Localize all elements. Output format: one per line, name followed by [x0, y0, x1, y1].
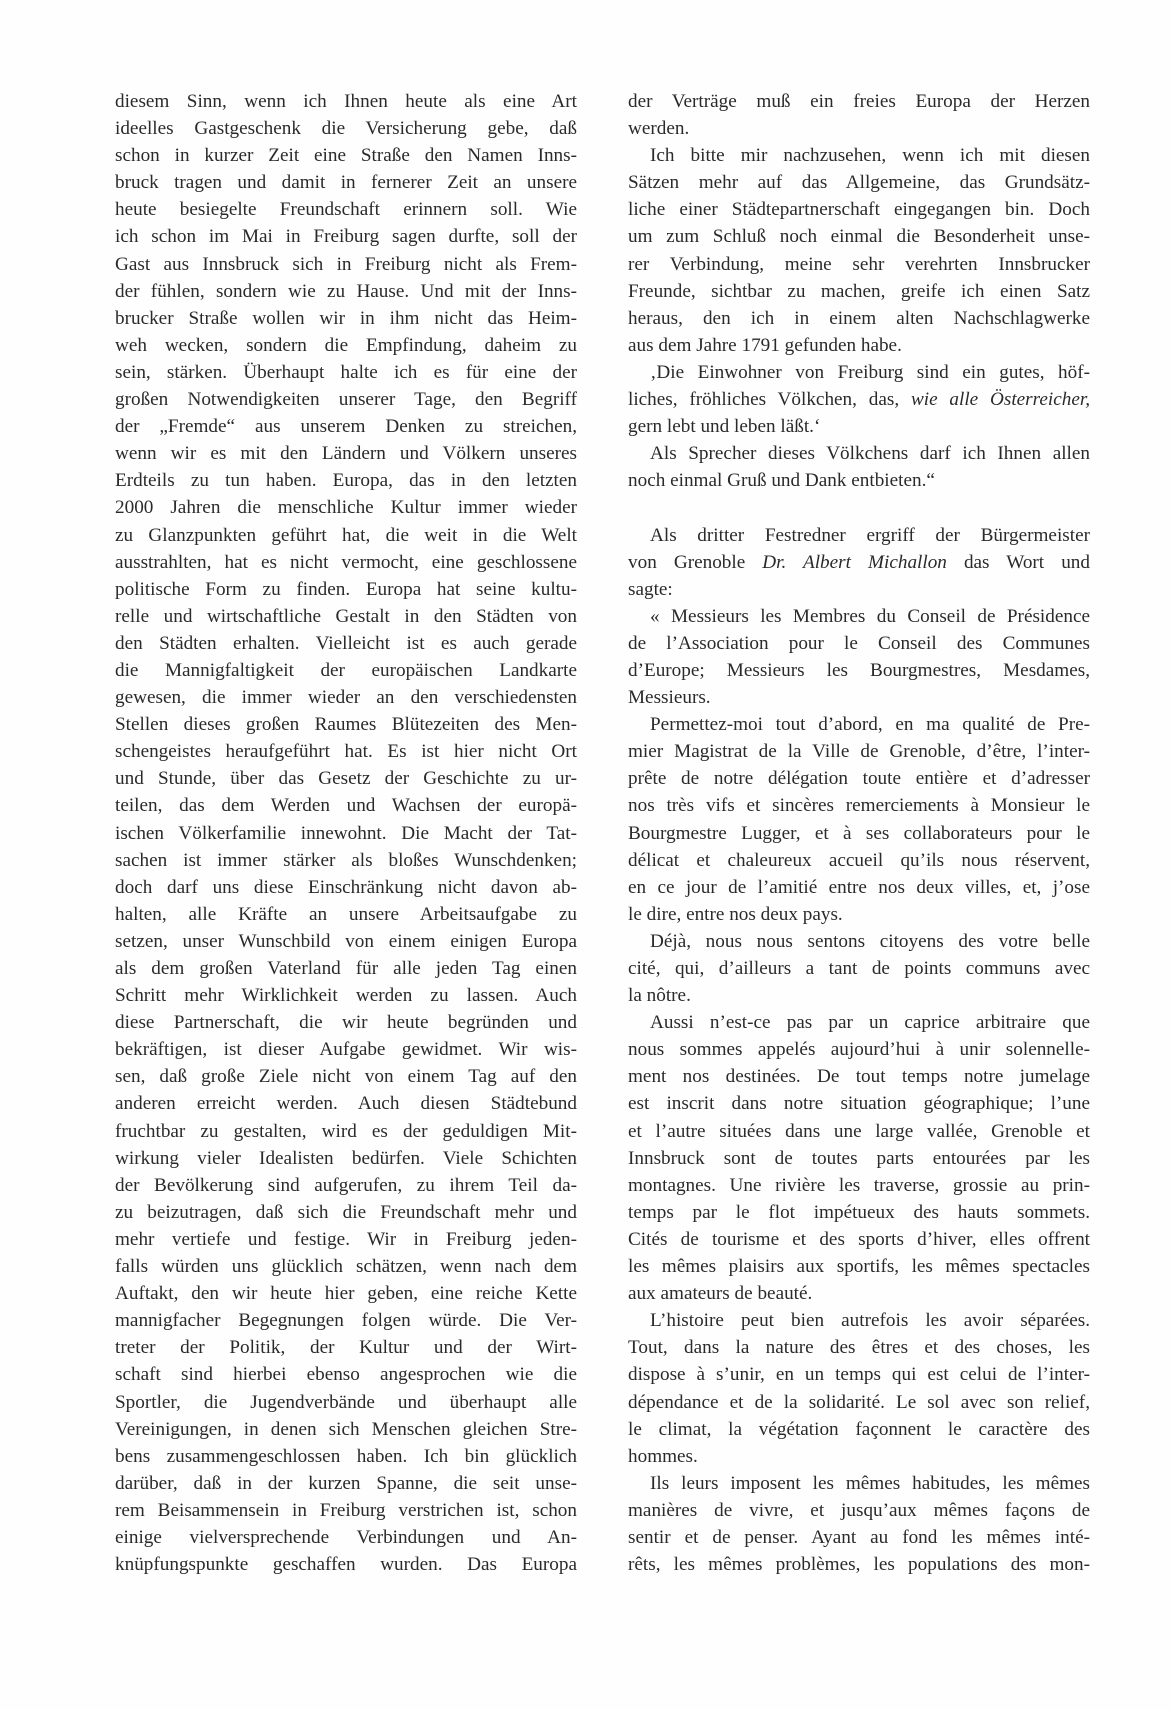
text-line: [628, 1470, 1090, 1497]
text-line: [628, 440, 1090, 467]
line-text: wirkung vieler Idealisten bedürfen. Viele Schichten: [115, 1147, 577, 1169]
text-line: [628, 386, 1090, 413]
line-text: heraus, den ich in einem alten Nachschlagwerke: [628, 307, 1090, 329]
text-line: [115, 1524, 577, 1551]
text-line: [115, 1172, 577, 1199]
line-text: großen Notwendigkeiten unserer Tage, den Begriff: [115, 389, 577, 411]
left-column: [115, 88, 577, 1578]
text-line: [628, 88, 1090, 115]
line-text: der Bevölkerung sind aufgerufen, zu ihrem Teil da-: [115, 1174, 577, 1196]
line-text: falls würden uns glücklich schätzen, wenn nach dem: [115, 1256, 577, 1278]
line-text: der „Fremde“ aus unserem Denken zu streichen,: [115, 416, 577, 438]
line-text: cité, qui, d’ailleurs a tant de points communs avec: [628, 958, 1090, 979]
text-line: [115, 1334, 577, 1361]
line-text: Schritt mehr Wirklichkeit werden zu lassen. Auch: [115, 985, 577, 1007]
paragraph-gap: [628, 494, 1090, 521]
line-text: schaft sind hierbei ebenso angesprochen wie die: [115, 1364, 577, 1386]
line-text: anderen erreicht werden. Auch diesen Städtebund: [115, 1093, 577, 1115]
text-line: [628, 1009, 1090, 1036]
text-line: [628, 792, 1090, 819]
line-text: la nôtre.: [628, 985, 691, 1007]
text-line: [628, 820, 1090, 847]
right-column: [628, 88, 1090, 1578]
text-line: [628, 982, 1090, 1009]
text-line: [628, 901, 1090, 928]
line-text: heute besiegelte Freundschaft erinnern soll. Wie: [115, 199, 577, 221]
line-text: mannigfacher Begegnungen folgen würde. Die Ver-: [115, 1310, 577, 1332]
text-line: [115, 765, 577, 792]
text-line: [115, 576, 577, 603]
text-line: [628, 1172, 1090, 1199]
text-line: [628, 278, 1090, 305]
text-line: [115, 522, 577, 549]
text-line: [628, 223, 1090, 250]
text-line: [115, 549, 577, 576]
line-text: nos très vifs et sincères remerciements à Monsieur le: [628, 795, 1090, 817]
line-text: rem Beisammensein in Freiburg verstrichen ist, schon: [115, 1499, 577, 1521]
text-line: [115, 1470, 577, 1497]
text-line: [115, 928, 577, 955]
line-text: aus dem Jahre 1791 gefunden habe.: [628, 334, 902, 356]
text-line: [628, 765, 1090, 792]
line-text: werden.: [628, 118, 690, 140]
line-text: den Städten erhalten. Vielleicht ist es auch gerade: [115, 632, 577, 654]
line-text: wenn wir es mit den Ländern und Völkern unseres: [115, 443, 577, 465]
line-text: bens zusammengeschlossen haben. Ich bin glücklich: [115, 1445, 577, 1467]
line-text: Ich bitte mir nachzusehen, wenn ich mit diesen: [650, 145, 1090, 167]
line-text: Stellen dieses großen Raumes Blütezeiten des Men-: [115, 714, 577, 736]
line-text: der fühlen, sondern wie zu Hause. Und mit der Inns-: [115, 280, 577, 302]
line-text: mehr vertiefe und festige. Wir in Freiburg jeden-: [115, 1228, 577, 1250]
text-line: [115, 359, 577, 386]
text-line: [115, 1389, 577, 1416]
text-line: [628, 1334, 1090, 1361]
text-line: [115, 1090, 577, 1117]
text-line: [115, 901, 577, 928]
text-line: [115, 413, 577, 440]
text-line: [628, 1118, 1090, 1145]
line-text: dispose à s’unir, en un temps qui est celui de l’inter-: [628, 1364, 1090, 1386]
text-line: [628, 1551, 1090, 1578]
text-line: [628, 142, 1090, 169]
line-text: Messieurs.: [628, 687, 711, 709]
text-line: [628, 928, 1090, 955]
text-line: [115, 847, 577, 874]
text-line: [115, 1199, 577, 1226]
line-text: gewesen, die immer wieder an den verschiedensten: [115, 687, 577, 709]
line-text: darüber, daß in der kurzen Spanne, die seit unse-: [115, 1472, 577, 1494]
line-text: ‚Die Einwohner von Freiburg sind ein gutes, höf-: [650, 361, 1090, 383]
line-text: sen, daß große Ziele nicht von einem Tag auf den: [115, 1066, 577, 1088]
text-line: [628, 1307, 1090, 1334]
line-text: Tout, dans la nature des êtres et des choses, les: [628, 1337, 1090, 1359]
line-text: d’Europe; Messieurs les Bourgmestres, Mesdames,: [628, 659, 1090, 681]
line-text: der Verträge muß ein freies Europa der Herzen: [628, 91, 1090, 112]
text-line: [115, 1280, 577, 1307]
line-text: als dem großen Vaterland für alle jeden Tag einen: [115, 958, 577, 979]
line-text: Sätzen mehr auf das Allgemeine, das Grundsätz-: [628, 172, 1090, 194]
line-text: relle und wirtschaftliche Gestalt in den Städten von: [115, 605, 577, 627]
text-line: [628, 738, 1090, 765]
line-text: Erdteils zu tun haben. Europa, das in den letzten: [115, 470, 577, 492]
line-text: Ils leurs imposent les mêmes habitudes, les mêmes: [650, 1472, 1090, 1494]
text-line: [115, 630, 577, 657]
line-text: rer Verbindung, meine sehr verehrten Innsbrucker: [628, 253, 1090, 275]
text-line: [628, 115, 1090, 142]
text-line: [628, 576, 1090, 603]
text-line: [115, 223, 577, 250]
line-text-tail: das Wort und: [946, 551, 1090, 573]
text-line: [628, 1145, 1090, 1172]
line-text: ausstrahlten, hat es nicht vermocht, eine geschlossene: [115, 551, 577, 573]
text-line: [628, 657, 1090, 684]
line-text: ich schon im Mai in Freiburg sagen durfte, soll der: [115, 226, 577, 248]
text-line: [628, 169, 1090, 196]
text-line: [628, 1443, 1090, 1470]
line-text: zu Glanzpunkten geführt hat, die weit in die Welt: [115, 524, 577, 546]
text-line: [115, 305, 577, 332]
text-line: [115, 1253, 577, 1280]
line-text: liches, fröhliches Völkchen, das,: [628, 389, 911, 411]
line-text: brucker Straße wollen wir in ihm nicht das Heim-: [115, 307, 577, 329]
text-line: [115, 1145, 577, 1172]
text-line: [115, 955, 577, 982]
line-text: diese Partnerschaft, die wir heute begründen und: [115, 1012, 577, 1034]
text-line: [115, 874, 577, 901]
text-line: [628, 1036, 1090, 1063]
text-line: [628, 1361, 1090, 1388]
line-text: halten, alle Kräfte an unsere Arbeitsaufgabe zu: [115, 903, 577, 925]
text-line: [628, 1280, 1090, 1307]
line-text: aux amateurs de beauté.: [628, 1283, 813, 1305]
text-line: [628, 603, 1090, 630]
line-text: est inscrit dans notre situation géographique; l’une: [628, 1093, 1090, 1115]
line-text: ment nos destinées. De tout temps notre jumelage: [628, 1066, 1090, 1088]
text-line: [628, 467, 1090, 494]
line-text: bekräftigen, ist dieser Aufgabe gewidmet. Wir wis-: [115, 1039, 577, 1061]
line-text: treter der Politik, der Kultur und der Wirt-: [115, 1337, 577, 1359]
text-line: [115, 196, 577, 223]
line-text: Vereinigungen, in denen sich Menschen gleichen Stre-: [115, 1418, 577, 1440]
text-line: [628, 1389, 1090, 1416]
line-text: prête de notre délégation toute entière et d’adresser: [628, 768, 1090, 790]
line-text: nous sommes appelés aujourd’hui à unir solennelle-: [628, 1039, 1090, 1061]
line-text: sentir et de penser. Ayant au fond les mêmes inté-: [628, 1526, 1090, 1548]
line-text: die Mannigfaltigkeit der europäischen Landkarte: [115, 659, 577, 681]
text-line: [115, 1226, 577, 1253]
text-line: [115, 820, 577, 847]
text-line: [628, 874, 1090, 901]
line-text: Aussi n’est-ce pas par un caprice arbitraire que: [650, 1012, 1090, 1034]
text-line: [115, 251, 577, 278]
line-text: hommes.: [628, 1445, 698, 1467]
text-line: [628, 630, 1090, 657]
line-text: einige vielversprechende Verbindungen und An-: [115, 1526, 577, 1548]
line-text: Permettez-moi tout d’abord, en ma qualité de Pre-: [650, 714, 1090, 736]
text-line: [628, 1199, 1090, 1226]
text-line: [115, 738, 577, 765]
italic-text: Dr. Albert Michallon: [762, 551, 947, 573]
line-text: délicat et chaleureux accueil qu’ils nous réservent,: [628, 849, 1090, 871]
text-line: [628, 684, 1090, 711]
text-line: [115, 332, 577, 359]
text-line: [115, 115, 577, 142]
line-text: « Messieurs les Membres du Conseil de Présidence: [650, 605, 1090, 627]
line-text: schon in kurzer Zeit eine Straße den Namen Inns-: [115, 145, 577, 167]
line-text: montagnes. Une rivière les traverse, grossie au prin-: [628, 1174, 1090, 1196]
text-line: [115, 440, 577, 467]
line-text: Innsbruck sont de toutes parts entourées par les: [628, 1147, 1090, 1169]
line-text: Cités de tourisme et des sports d’hiver, elles offrent: [628, 1228, 1090, 1250]
line-text: Auftakt, den wir heute hier geben, eine reiche Kette: [115, 1283, 577, 1305]
line-text: sachen ist immer stärker als bloßes Wunschdenken;: [115, 849, 577, 871]
text-line: [628, 332, 1090, 359]
line-text: de l’Association pour le Conseil des Communes: [628, 632, 1090, 654]
line-text: L’histoire peut bien autrefois les avoir séparées.: [650, 1310, 1090, 1332]
text-line: [115, 467, 577, 494]
text-line: [628, 1226, 1090, 1253]
line-text: doch darf uns diese Einschränkung nicht davon ab-: [115, 876, 577, 898]
text-line: [115, 1307, 577, 1334]
text-line: [628, 305, 1090, 332]
line-text: ischen Völkerfamilie innewohnt. Die Macht der Tat-: [115, 822, 577, 844]
text-line: [628, 549, 1090, 576]
line-text: dépendance et de la solidarité. Le sol avec son relief,: [628, 1391, 1090, 1413]
text-line: [115, 169, 577, 196]
line-text: von Grenoble: [628, 551, 763, 573]
line-text: politische Form zu finden. Europa hat seine kultu-: [115, 578, 577, 600]
text-line: [115, 1009, 577, 1036]
text-line: [115, 142, 577, 169]
line-text: Als Sprecher dieses Völkchens darf ich Ihnen allen: [650, 443, 1090, 465]
line-text: gern lebt und leben läßt.‘: [628, 416, 821, 438]
line-text: ideelles Gastgeschenk die Versicherung gebe, daß: [115, 118, 577, 140]
line-text: und Stunde, über das Gesetz der Geschichte zu ur-: [115, 768, 577, 790]
line-text: knüpfungspunkte geschaffen wurden. Das Europa: [115, 1554, 577, 1576]
line-text: Sportler, die Jugendverbände und überhaupt alle: [115, 1391, 577, 1413]
text-line: [115, 1118, 577, 1145]
text-line: [628, 1416, 1090, 1443]
text-line: [115, 1551, 577, 1578]
text-line: [115, 684, 577, 711]
text-line: [115, 657, 577, 684]
text-line: [628, 413, 1090, 440]
text-line: [115, 278, 577, 305]
line-text: Freunde, sichtbar zu machen, greife ich einen Satz: [628, 280, 1090, 302]
text-line: [115, 494, 577, 521]
text-line: [628, 196, 1090, 223]
line-text: en ce jour de l’amitié entre nos deux villes, et, j’ose: [628, 876, 1090, 898]
text-line: [115, 386, 577, 413]
text-line: [628, 1524, 1090, 1551]
text-line: [628, 251, 1090, 278]
text-line: [115, 1063, 577, 1090]
text-line: [115, 1036, 577, 1063]
line-text: rêts, les mêmes problèmes, les populations des mon-: [628, 1554, 1090, 1576]
text-line: [628, 1253, 1090, 1280]
text-line: [115, 711, 577, 738]
line-text: le climat, la végétation façonnent le caractère des: [628, 1418, 1090, 1440]
line-text: 2000 Jahren die menschliche Kultur immer wieder: [115, 497, 577, 519]
line-text: Déjà, nous nous sentons citoyens des votre belle: [650, 930, 1090, 952]
text-line: [628, 1063, 1090, 1090]
line-text: sagte:: [628, 578, 673, 600]
line-text: teilen, das dem Werden und Wachsen der europä-: [115, 795, 577, 817]
text-line: [115, 792, 577, 819]
line-text: Bourgmestre Lugger, et à ses collaborateurs pour le: [628, 822, 1090, 844]
line-text: um zum Schluß noch einmal die Besonderheit unse-: [628, 226, 1090, 248]
text-line: [628, 955, 1090, 982]
line-text: noch einmal Gruß und Dank entbieten.“: [628, 470, 935, 492]
line-text: temps par le flot impétueux des hauts sommets.: [628, 1201, 1090, 1223]
text-line: [628, 1497, 1090, 1524]
text-line: [628, 359, 1090, 386]
line-text: mier Magistrat de la Ville de Grenoble, d’être, l’inter-: [628, 741, 1090, 763]
italic-text: wie alle Österreicher,: [910, 389, 1090, 411]
line-text: diesem Sinn, wenn ich Ihnen heute als eine Art: [115, 91, 577, 112]
text-line: [115, 1361, 577, 1388]
text-line: [115, 603, 577, 630]
line-text: fruchtbar zu gestalten, wird es der geduldigen Mit-: [115, 1120, 577, 1142]
text-line: [628, 1090, 1090, 1117]
text-line: [628, 711, 1090, 738]
text-line: [115, 982, 577, 1009]
text-line: [115, 88, 577, 115]
text-line: [115, 1497, 577, 1524]
line-text: bruck tragen und damit in fernerer Zeit an unsere: [115, 172, 577, 194]
line-text: Als dritter Festredner ergriff der Bürgermeister: [650, 524, 1090, 546]
line-text: schengeistes heraufgeführt hat. Es ist hier nicht Ort: [115, 741, 577, 763]
line-text: setzen, unser Wunschbild von einem einigen Europa: [115, 930, 577, 952]
text-line: [115, 1416, 577, 1443]
line-text: sein, stärken. Überhaupt halte ich es für eine der: [115, 361, 577, 383]
line-text: manières de vivre, et jusqu’aux mêmes façons de: [628, 1499, 1090, 1521]
line-text: et l’autre situées dans une large vallée, Grenoble et: [628, 1120, 1090, 1142]
line-text: weh wecken, sondern die Empfindung, daheim zu: [115, 334, 577, 356]
line-text: le dire, entre nos deux pays.: [628, 903, 843, 925]
text-line: [115, 1443, 577, 1470]
line-text: liche einer Städtepartnerschaft eingegangen bin. Doch: [628, 199, 1090, 221]
text-line: [628, 847, 1090, 874]
line-text: Gast aus Innsbruck sich in Freiburg nicht als Frem-: [115, 253, 577, 275]
line-text: les mêmes plaisirs aux sportifs, les mêmes spectacles: [628, 1256, 1090, 1278]
line-text: zu beizutragen, daß sich die Freundschaft mehr und: [115, 1201, 577, 1223]
text-line: [628, 522, 1090, 549]
